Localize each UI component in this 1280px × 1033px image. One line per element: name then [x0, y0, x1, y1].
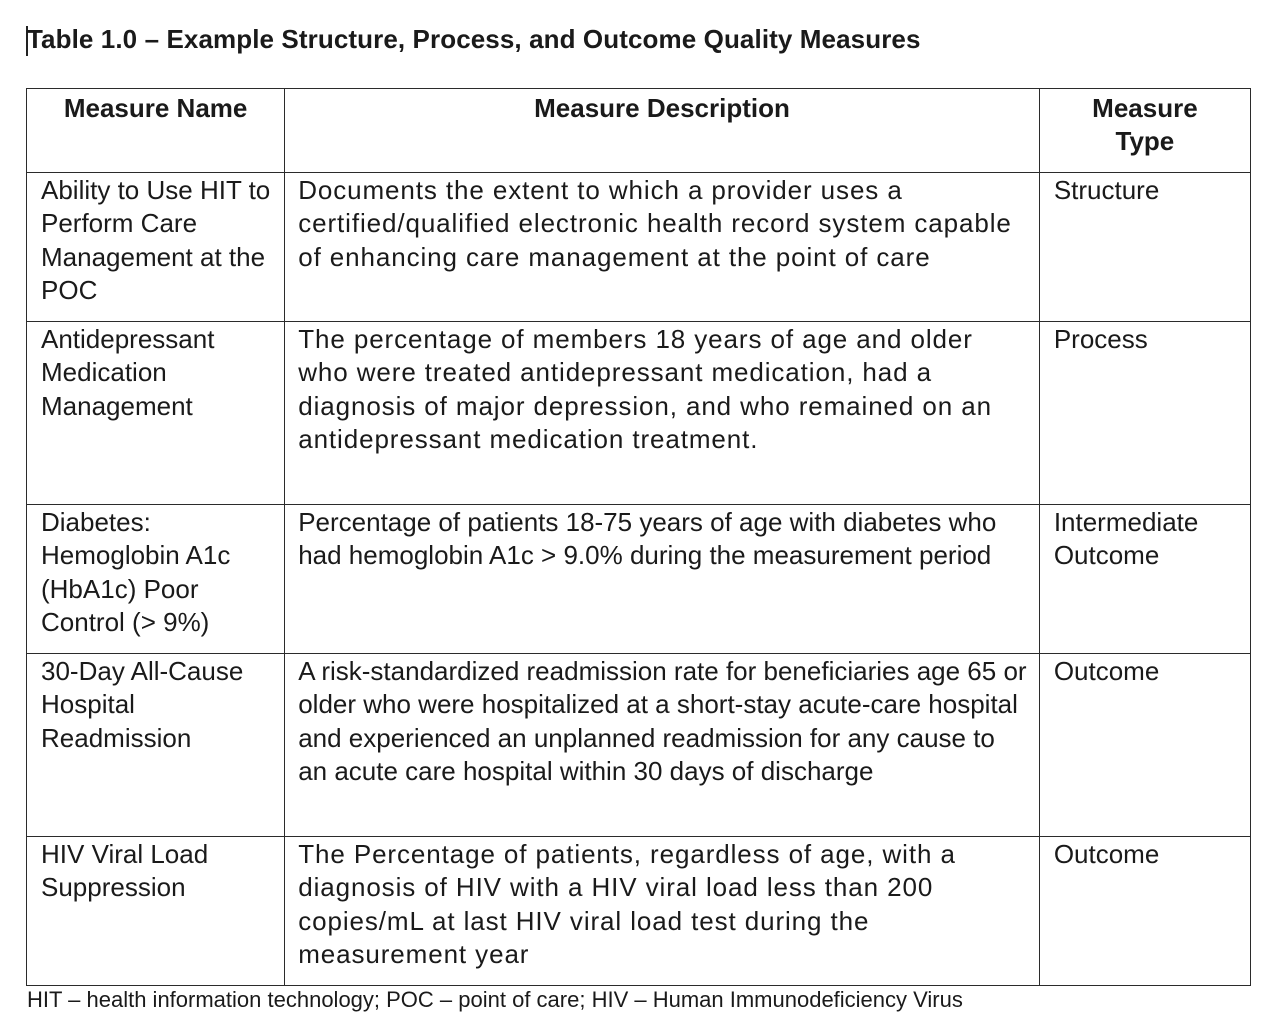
table-footnote: HIT – health information technology; POC – point of care; HIV – Human Immunodeficiency Virus	[27, 987, 963, 1012]
measure-type-cell: Process	[1039, 322, 1250, 505]
table-row	[27, 173, 1251, 322]
measure-name-cell: Antidepressant Medication Management	[27, 322, 285, 505]
header-measure-type: Measure Type	[1039, 89, 1250, 173]
measure-name-cell: HIV Viral Load Suppression	[27, 837, 285, 986]
header-measure-description: Measure Description	[285, 89, 1040, 173]
measure-description-cell: Documents the extent to which a provider uses a certified/qualified electronic health record system capable of enhancing care management at the point of care	[285, 173, 1040, 322]
measure-description-cell: The Percentage of patients, regardless of age, with a diagnosis of HIV with a HIV viral load less than 200 copies/mL at last HIV viral load test during the measurement year	[285, 837, 1040, 986]
measure-name-cell: Diabetes: Hemoglobin A1c (HbA1c) Poor Control (> 9%)	[27, 505, 285, 654]
table-header-row	[27, 89, 1251, 173]
measure-name-cell: Ability to Use HIT to Perform Care Management at the POC	[27, 173, 285, 322]
measure-type-cell: Intermediate Outcome	[1039, 505, 1250, 654]
measure-type-cell: Outcome	[1039, 654, 1250, 837]
table-row	[27, 322, 1251, 505]
measure-type-cell: Structure	[1039, 173, 1250, 322]
measure-description-cell: Percentage of patients 18-75 years of age with diabetes who had hemoglobin A1c > 9.0% during the measurement period	[285, 505, 1040, 654]
measure-description-cell: The percentage of members 18 years of age and older who were treated antidepressant medication, had a diagnosis of major depression, and who remained on an antidepressant medication treatment.	[285, 322, 1040, 505]
table-row	[27, 837, 1251, 986]
measure-type-cell: Outcome	[1039, 837, 1250, 986]
measure-name-cell: 30-Day All-Cause Hospital Readmission	[27, 654, 285, 837]
header-measure-name: Measure Name	[27, 89, 285, 173]
measure-description-cell: A risk-standardized readmission rate for beneficiaries age 65 or older who were hospitalized at a short-stay acute-care hospital and experienced an unplanned readmission for any cause to an acute care hospital within 30 days of discharge	[285, 654, 1040, 837]
quality-measures-table	[26, 88, 1251, 986]
table-row	[27, 654, 1251, 837]
table-caption: Table 1.0 – Example Structure, Process, and Outcome Quality Measures	[27, 24, 921, 54]
table-row	[27, 505, 1251, 654]
